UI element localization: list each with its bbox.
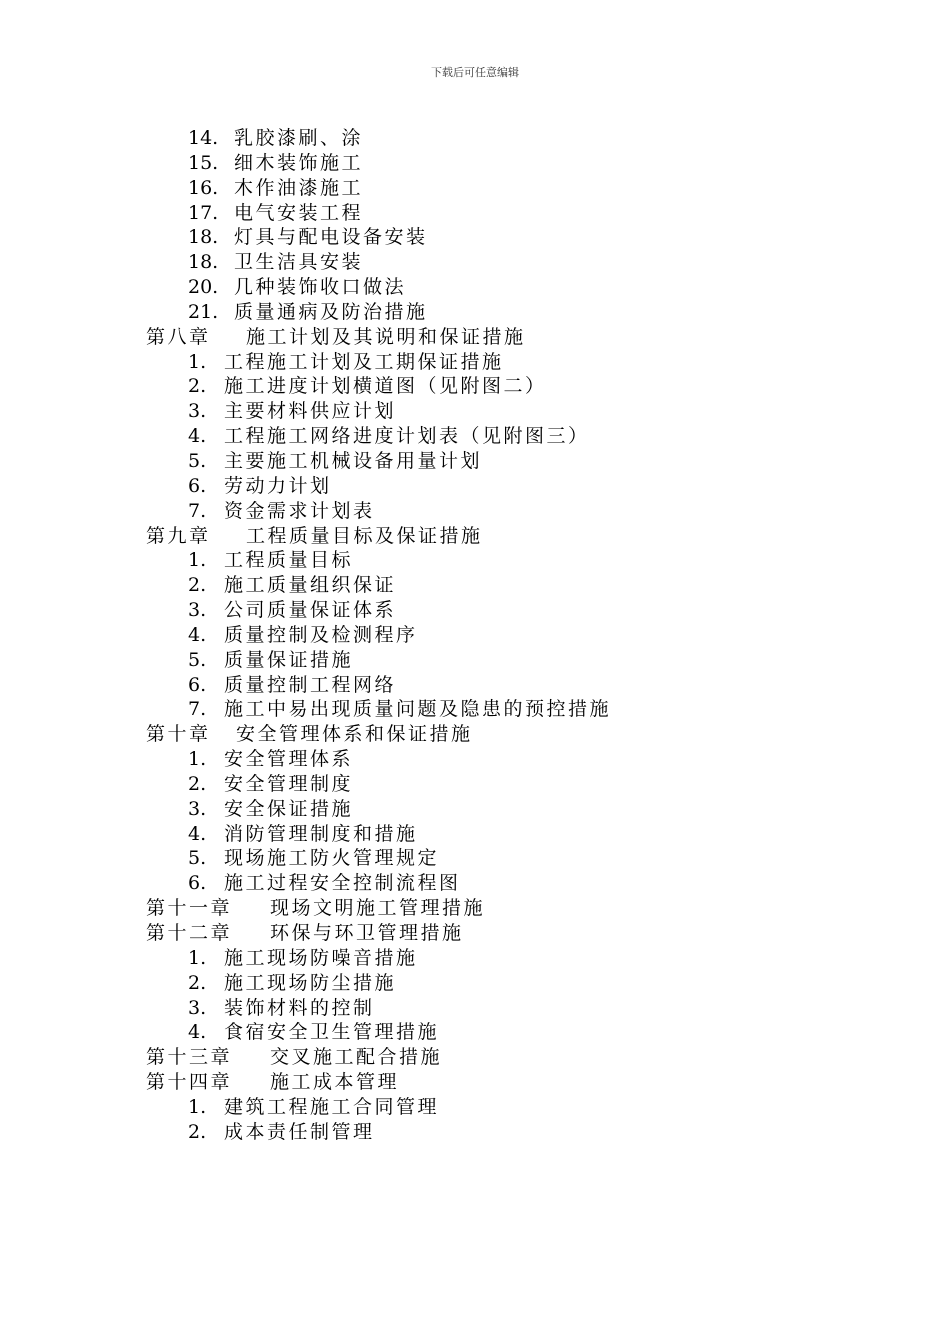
toc-item (0, 1120, 950, 1145)
toc-item-number: 16. (188, 176, 219, 199)
toc-item-number: 7. (188, 698, 207, 721)
toc-item (0, 598, 950, 623)
toc-item-title: 资金需求计划表 (224, 499, 375, 522)
toc-chapter-title: 交叉施工配合措施 (270, 1046, 443, 1069)
toc-item (0, 822, 950, 847)
toc-item (0, 1095, 950, 1120)
toc-chapter (0, 524, 950, 549)
toc-chapter-title: 安全管理体系和保证措施 (236, 723, 473, 746)
toc-item-title: 消防管理制度和措施 (224, 822, 418, 845)
toc-item-number: 3. (188, 400, 207, 423)
toc-item-number: 7. (188, 499, 207, 522)
toc-item-title: 质量通病及防治措施 (234, 300, 428, 323)
toc-item (0, 772, 950, 797)
toc-item-number: 4. (188, 425, 207, 448)
toc-item (0, 424, 950, 449)
toc-item-number: 6. (188, 474, 207, 497)
toc-item-title: 木作油漆施工 (234, 176, 364, 199)
toc-chapter-label: 第十三章 (146, 1046, 233, 1069)
toc-item (0, 201, 950, 226)
toc-item (0, 449, 950, 474)
toc-item (0, 225, 950, 250)
toc-item-title: 建筑工程施工合同管理 (224, 1095, 440, 1118)
toc-item (0, 1020, 950, 1045)
toc-chapter (0, 896, 950, 921)
toc-item-number: 2. (188, 574, 207, 597)
toc-item (0, 648, 950, 673)
toc-item-number: 18. (188, 226, 219, 249)
toc-item (0, 126, 950, 151)
toc-item (0, 871, 950, 896)
toc-chapter-label: 第九章 (146, 524, 211, 547)
toc-item-title: 灯具与配电设备安装 (234, 226, 428, 249)
toc-chapter-label: 第八章 (146, 325, 211, 348)
toc-item-number: 3. (188, 599, 207, 622)
toc-item-number: 3. (188, 996, 207, 1019)
toc-item-title: 成本责任制管理 (224, 1120, 375, 1143)
toc-item-number: 6. (188, 872, 207, 895)
toc-item-title: 施工过程安全控制流程图 (224, 872, 461, 895)
toc-item-title: 质量保证措施 (224, 648, 354, 671)
toc-item-title: 质量控制工程网络 (224, 673, 397, 696)
toc-item-number: 2. (188, 772, 207, 795)
toc-item-title: 现场施工防火管理规定 (224, 847, 440, 870)
toc-item (0, 374, 950, 399)
toc-item (0, 996, 950, 1021)
toc-item-number: 4. (188, 1021, 207, 1044)
toc-item-number: 14. (188, 127, 219, 149)
toc-item-title: 安全管理体系 (224, 748, 354, 771)
toc-item-title: 细木装饰施工 (234, 151, 364, 174)
toc-item (0, 399, 950, 424)
toc-chapter (0, 1045, 950, 1070)
toc-item-title: 施工现场防尘措施 (224, 971, 397, 994)
toc-item-title: 主要施工机械设备用量计划 (224, 449, 483, 472)
toc-item-title: 主要材料供应计划 (224, 400, 397, 423)
toc-item-title: 劳动力计划 (224, 474, 332, 497)
toc-chapter-title: 施工成本管理 (270, 1071, 400, 1094)
toc-item-number: 5. (188, 449, 207, 472)
toc-chapter-title: 环保与环卫管理措施 (270, 922, 464, 944)
toc-item-number: 15. (188, 151, 219, 174)
toc-item (0, 499, 950, 524)
toc-chapter-title: 现场文明施工管理措施 (270, 897, 486, 920)
toc-item-number: 17. (188, 201, 219, 224)
toc-item-title: 公司质量保证体系 (224, 599, 397, 622)
toc-item (0, 250, 950, 275)
toc-item-title: 乳胶漆刷、涂 (234, 127, 364, 149)
toc-item-number: 1. (188, 748, 207, 771)
toc-chapter (0, 325, 950, 350)
toc-item (0, 474, 950, 499)
toc-item-title: 质量控制及检测程序 (224, 623, 418, 646)
toc-item-number: 18. (188, 251, 219, 274)
toc-item-title: 工程质量目标 (224, 549, 354, 572)
toc-item-title: 工程施工计划及工期保证措施 (224, 350, 504, 373)
toc-item-title: 食宿安全卫生管理措施 (224, 1021, 440, 1044)
toc-item-title: 安全保证措施 (224, 797, 354, 820)
toc-chapter-title: 工程质量目标及保证措施 (246, 524, 483, 547)
toc-item-title: 装饰材料的控制 (224, 996, 375, 1019)
toc-chapter-title: 施工计划及其说明和保证措施 (246, 325, 526, 348)
toc-chapter (0, 921, 950, 946)
toc-item (0, 151, 950, 176)
toc-item-number: 1. (188, 1095, 207, 1118)
toc-item (0, 846, 950, 871)
toc-item-title: 卫生洁具安装 (234, 251, 364, 274)
toc-item (0, 176, 950, 201)
toc-item-number: 3. (188, 797, 207, 820)
toc-item-number: 5. (188, 648, 207, 671)
toc-chapter-label: 第十章 (146, 723, 211, 746)
page-header: 下载后可任意编辑 (431, 66, 519, 79)
toc-item-number: 20. (188, 276, 219, 299)
toc-item-title: 施工现场防噪音措施 (224, 946, 418, 969)
toc-item-number: 6. (188, 673, 207, 696)
toc-item (0, 946, 950, 971)
toc-chapter (0, 722, 950, 747)
toc-item (0, 350, 950, 375)
toc-item-title: 施工进度计划横道图（见附图二） (224, 375, 547, 398)
toc-item (0, 300, 950, 325)
toc-item-number: 1. (188, 350, 207, 373)
toc-chapter-label: 第十一章 (146, 897, 233, 920)
toc-chapter (0, 1070, 950, 1095)
toc-item-number: 1. (188, 549, 207, 572)
toc-item (0, 971, 950, 996)
toc-item (0, 573, 950, 598)
toc-item-number: 21. (188, 300, 219, 323)
toc-item-number: 1. (188, 946, 207, 969)
toc-chapter-label: 第十二章 (146, 922, 233, 944)
toc-item-title: 施工中易出现质量问题及隐患的预控措施 (224, 698, 612, 721)
toc-item-number: 4. (188, 623, 207, 646)
toc-item-number: 2. (188, 1120, 207, 1143)
toc-item-number: 4. (188, 822, 207, 845)
toc-item (0, 697, 950, 722)
table-of-contents (0, 126, 950, 1145)
toc-item-title: 几种装饰收口做法 (234, 276, 407, 299)
toc-item (0, 797, 950, 822)
toc-item-title: 施工质量组织保证 (224, 574, 397, 597)
toc-item (0, 747, 950, 772)
toc-item-title: 工程施工网络进度计划表（见附图三） (224, 425, 590, 448)
toc-item (0, 275, 950, 300)
toc-item (0, 673, 950, 698)
toc-item-number: 2. (188, 971, 207, 994)
toc-chapter-label: 第十四章 (146, 1071, 233, 1094)
toc-item-number: 2. (188, 375, 207, 398)
toc-item-number: 5. (188, 847, 207, 870)
toc-item (0, 623, 950, 648)
toc-item (0, 548, 950, 573)
toc-item-title: 电气安装工程 (234, 201, 364, 224)
toc-item-title: 安全管理制度 (224, 772, 354, 795)
